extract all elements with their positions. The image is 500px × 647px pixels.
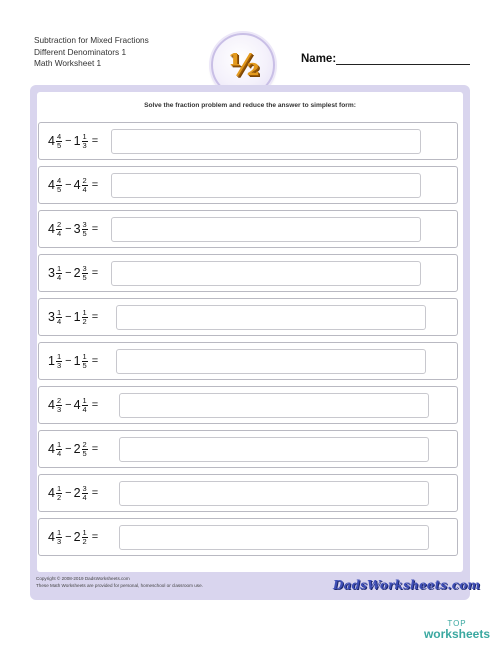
numerator: 1 — [82, 307, 87, 317]
denominator: 5 — [82, 272, 87, 282]
whole-number: 1 — [73, 354, 81, 368]
fraction-expression — [48, 519, 98, 555]
denominator: 5 — [82, 228, 87, 238]
name-label: Name: — [301, 53, 337, 65]
fraction — [56, 177, 62, 194]
answer-box[interactable] — [111, 261, 421, 286]
answer-box[interactable] — [119, 437, 429, 462]
denominator: 4 — [82, 184, 87, 194]
whole-number: 1 — [73, 310, 81, 324]
numerator: 1 — [56, 307, 62, 317]
equals-sign: = — [91, 267, 99, 279]
whole-number: 3 — [48, 310, 55, 324]
whole-number: 4 — [48, 398, 55, 412]
numerator: 2 — [82, 175, 87, 185]
whole-number: 4 — [48, 530, 55, 544]
answer-box[interactable] — [111, 129, 421, 154]
fraction — [82, 177, 88, 194]
problem-row — [38, 210, 458, 248]
copyright-text: Copyright © 2008-2019 DadsWorksheets.com — [36, 576, 130, 581]
equals-sign: = — [91, 223, 99, 235]
whole-number: 2 — [73, 530, 81, 544]
minus-sign: − — [65, 311, 72, 323]
fraction — [56, 265, 62, 282]
whole-number: 4 — [48, 486, 55, 500]
answer-box[interactable] — [111, 173, 421, 198]
fraction — [56, 397, 62, 414]
numerator: 3 — [82, 263, 87, 273]
whole-number: 4 — [48, 134, 55, 148]
equals-sign: = — [91, 355, 99, 367]
fraction-expression — [48, 299, 98, 335]
title-line-3: Math Worksheet 1 — [34, 58, 102, 69]
whole-number: 2 — [73, 486, 81, 500]
denominator: 2 — [82, 536, 87, 546]
minus-sign: − — [65, 443, 72, 455]
dadsworksheets-logo: DadsWorksheets.com — [333, 578, 481, 592]
answer-box[interactable] — [116, 349, 426, 374]
fraction — [56, 309, 62, 326]
fraction — [82, 529, 88, 546]
denominator: 3 — [56, 536, 62, 546]
whole-number: 3 — [73, 222, 81, 236]
fraction-expression — [48, 431, 98, 467]
fraction — [82, 485, 88, 502]
watermark-top: TOP — [447, 619, 467, 628]
whole-number: 4 — [48, 222, 55, 236]
problem-row — [38, 430, 458, 468]
problem-row — [38, 166, 458, 204]
answer-box[interactable] — [111, 217, 421, 242]
whole-number: 1 — [48, 354, 55, 368]
usage-note: These Math Worksheets are provided for personal, homeschool or classroom use. — [36, 582, 203, 588]
watermark-worksheets: worksheets — [423, 627, 490, 641]
problem-row — [38, 518, 458, 556]
numerator: 1 — [82, 351, 87, 361]
fraction — [82, 441, 88, 458]
fraction — [82, 221, 88, 238]
minus-sign: − — [65, 487, 72, 499]
numerator: 1 — [56, 351, 62, 361]
fraction — [56, 529, 62, 546]
denominator: 4 — [82, 492, 87, 502]
whole-number: 4 — [48, 442, 55, 456]
fraction — [56, 485, 62, 502]
numerator: 1 — [56, 483, 62, 493]
numerator: 2 — [82, 439, 87, 449]
whole-number: 3 — [48, 266, 55, 280]
denominator: 2 — [82, 316, 87, 326]
denominator: 4 — [56, 228, 62, 238]
equals-sign: = — [91, 443, 99, 455]
fraction-expression — [48, 255, 98, 291]
denominator: 2 — [56, 492, 62, 502]
title-line-1: Subtraction for Mixed Fractions — [34, 35, 149, 45]
whole-number: 4 — [73, 178, 81, 192]
denominator: 5 — [82, 360, 87, 370]
problem-row — [38, 122, 458, 160]
denominator: 5 — [82, 448, 87, 458]
numerator: 3 — [82, 483, 87, 493]
problem-row — [38, 342, 458, 380]
whole-number: 2 — [73, 442, 81, 456]
minus-sign: − — [65, 531, 72, 543]
denominator: 5 — [56, 184, 62, 194]
numerator: 3 — [82, 219, 87, 229]
fraction — [56, 133, 62, 150]
logo-fraction-text: ½ — [228, 47, 258, 83]
equals-sign: = — [91, 311, 99, 323]
numerator: 1 — [56, 439, 62, 449]
fraction-expression — [48, 475, 98, 511]
denominator: 3 — [82, 140, 87, 150]
fraction-expression — [48, 387, 98, 423]
whole-number: 4 — [48, 178, 55, 192]
fraction — [56, 441, 62, 458]
numerator: 1 — [82, 395, 87, 405]
top-worksheets-watermark — [424, 619, 490, 640]
fraction — [82, 353, 88, 370]
fraction — [56, 221, 62, 238]
denominator: 5 — [56, 140, 62, 150]
fraction — [82, 265, 88, 282]
whole-number: 1 — [73, 134, 81, 148]
problem-row — [38, 386, 458, 424]
equals-sign: = — [91, 399, 99, 411]
numerator: 1 — [82, 527, 87, 537]
fraction — [56, 353, 62, 370]
instructions-text: Solve the fraction problem and reduce the answer to simplest form: — [144, 102, 356, 109]
problem-row — [38, 298, 458, 336]
minus-sign: − — [65, 135, 72, 147]
minus-sign: − — [65, 355, 72, 367]
problem-row — [38, 474, 458, 512]
name-write-line[interactable] — [336, 64, 470, 65]
answer-box[interactable] — [116, 305, 426, 330]
answer-box[interactable] — [119, 481, 429, 506]
fraction — [82, 397, 88, 414]
equals-sign: = — [91, 179, 99, 191]
worksheet-title-block — [34, 35, 149, 70]
denominator: 4 — [56, 316, 62, 326]
numerator: 1 — [56, 263, 62, 273]
numerator: 1 — [82, 131, 87, 141]
denominator: 4 — [56, 448, 62, 458]
footer-text — [36, 576, 203, 589]
numerator: 1 — [56, 527, 62, 537]
problem-row — [38, 254, 458, 292]
fraction-expression — [48, 343, 98, 379]
numerator: 2 — [56, 219, 62, 229]
fraction-expression — [48, 123, 98, 159]
minus-sign: − — [65, 267, 72, 279]
fraction-expression — [48, 211, 98, 247]
denominator: 4 — [82, 404, 87, 414]
denominator: 3 — [56, 404, 62, 414]
minus-sign: − — [65, 179, 72, 191]
equals-sign: = — [91, 487, 99, 499]
answer-box[interactable] — [119, 393, 429, 418]
denominator: 4 — [56, 272, 62, 282]
fraction — [82, 309, 88, 326]
equals-sign: = — [91, 135, 99, 147]
numerator: 4 — [56, 175, 62, 185]
fraction — [82, 133, 88, 150]
denominator: 3 — [56, 360, 62, 370]
minus-sign: − — [65, 399, 72, 411]
numerator: 4 — [56, 131, 62, 141]
title-line-2: Different Denominators 1 — [34, 46, 127, 57]
answer-box[interactable] — [119, 525, 429, 550]
fraction-expression — [48, 167, 98, 203]
numerator: 2 — [56, 395, 62, 405]
whole-number: 4 — [73, 398, 81, 412]
whole-number: 2 — [73, 266, 81, 280]
equals-sign: = — [91, 531, 99, 543]
minus-sign: − — [65, 223, 72, 235]
